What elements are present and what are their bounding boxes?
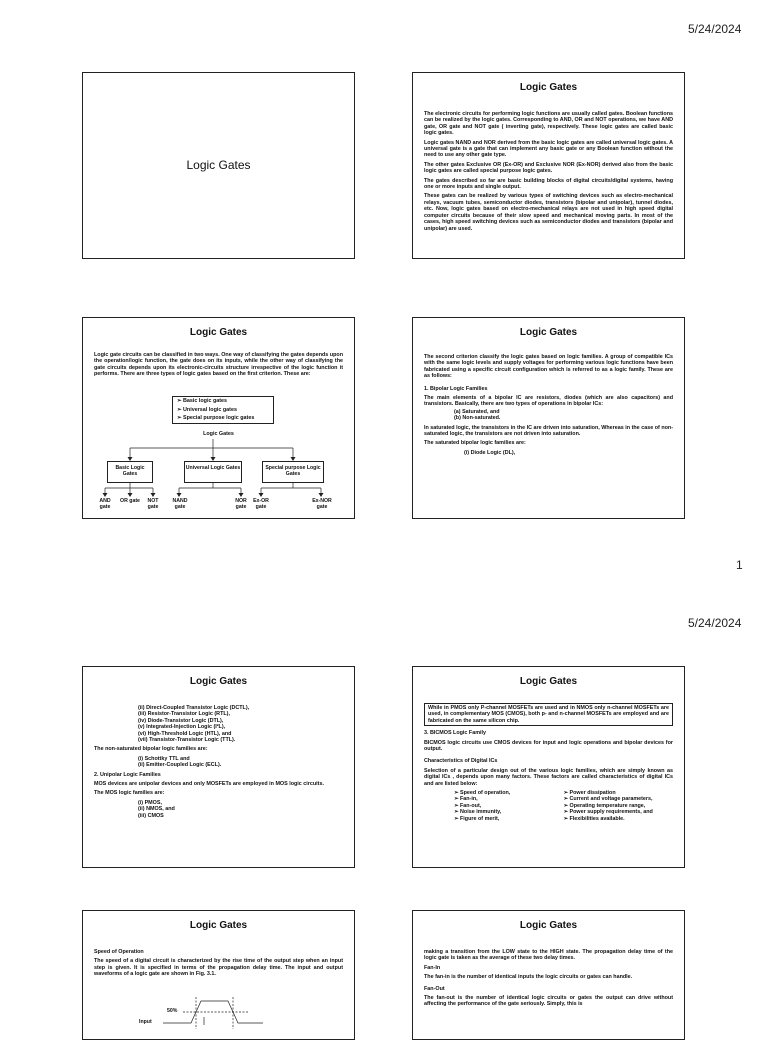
slide-7 bbox=[82, 910, 355, 1040]
paragraph: The speed of a digital circuit is characterized by the rise time of the output step when an input step is given. It is specified in terms of the propagation delay time. The input and output waveforms of a logic gate are shown in Fig. 3.1. bbox=[94, 958, 343, 978]
list-item: (v) Integrated-Injection Logic (I²L), bbox=[138, 724, 226, 731]
section-heading: 3. BICMOS Logic Family bbox=[424, 730, 487, 737]
list-item: (a) Saturated, and bbox=[454, 408, 500, 415]
list-item: (ii) NMOS, and bbox=[138, 806, 175, 813]
list-item: ➢ Operating temperature range, bbox=[563, 802, 646, 809]
slide-6 bbox=[412, 666, 685, 868]
paragraph: In saturated logic, the transistors in the IC are driven into saturation, Whereas in the case of non-saturated logic, the transistors are not driven into saturation. bbox=[424, 424, 673, 438]
slide-4 bbox=[412, 317, 685, 519]
classification-tree bbox=[83, 318, 355, 519]
slide-body bbox=[94, 705, 343, 819]
not-gate-label: NOT gate bbox=[147, 498, 159, 511]
page-date: 5/24/2024 bbox=[688, 22, 742, 36]
basic-gates-box: Basic Logic Gates bbox=[107, 461, 153, 483]
diagram-root: Logic Gates bbox=[203, 431, 234, 437]
slide-heading: Logic Gates bbox=[519, 82, 578, 93]
list-item: (i) Diode Logic (DL), bbox=[464, 449, 516, 456]
exnor-gate-label: Ex-NOR gate bbox=[312, 498, 332, 511]
slide-body bbox=[424, 703, 673, 822]
list-item: (iii) Resistor-Transistor Logic (RTL), bbox=[138, 711, 230, 718]
list-item: (i) PMOS, bbox=[138, 799, 162, 806]
slide-body bbox=[424, 354, 673, 456]
paragraph: The MOS logic families are: bbox=[94, 790, 165, 797]
section-heading: 1. Bipolar Logic Families bbox=[424, 385, 488, 392]
list-item: (i) Schottky TTL and bbox=[138, 755, 190, 762]
slide-8 bbox=[412, 910, 685, 1040]
list-item: (ii) Emitter-Coupled Logic (ECL). bbox=[138, 762, 222, 769]
list-item: (iv) Diode-Transistor Logic (DTL), bbox=[138, 717, 224, 724]
nand-gate-label: NAND gate bbox=[172, 498, 188, 511]
paragraph: The second criterion classify the logic gates based on logic families. A group of compatible ICs with the same logic levels and supply voltages for performing various logic functions have been fabricated using a specific circuit configuration which is referred to as a logic family. These are as follows: bbox=[424, 354, 673, 380]
list-item: (vii) Transistor-Transistor Logic (TTL). bbox=[138, 737, 236, 744]
slide-heading: Logic Gates bbox=[189, 327, 248, 338]
paragraph: MOS devices are unipolar devices and only MOSFETs are employed in MOS logic circuits. bbox=[94, 781, 324, 788]
paragraph: The other gates Exclusive OR (Ex-OR) and Exclusive NOR (Ex-NOR) derived also from the basic logic gates are called special purpose logic gates. bbox=[424, 161, 673, 175]
section-heading: Characteristics of Digital ICs bbox=[424, 758, 498, 765]
exor-gate-label: Ex-OR gate bbox=[253, 498, 269, 511]
list-item: ➢ Basic logic gates bbox=[177, 398, 228, 404]
slide-heading: Logic Gates bbox=[189, 676, 248, 687]
list-item: ➢ Current and voltage parameters, bbox=[563, 796, 653, 803]
mos-note-box: While in PMOS only P-channel MOSFETs are used and in NMOS only n-channel MOSFETs are used, in complementary MOS (CMOS), both p- and n-channel MOSFETs are employed and are fabricated on the same silicon chip. bbox=[424, 703, 673, 726]
list-item: ➢ Universal logic gates bbox=[177, 406, 237, 413]
special-gates-box: Special purpose Logic Gates bbox=[262, 461, 324, 483]
list-item: (vi) High-Threshold Logic (HTL), and bbox=[138, 730, 232, 737]
slide-heading: Logic Gates bbox=[189, 920, 248, 931]
paragraph: The fan-out is the number of identical logic circuits or gates the output can drive without affecting the performance of the gate seriously. Simply, this is bbox=[424, 995, 673, 1008]
paragraph: Logic gates NAND and NOR derived from the basic logic gates are called universal logic gates. A universal gate is a gate that can implement any basic gate or any Boolean function without the need to use any other gate type. bbox=[424, 139, 673, 159]
waveform-figure bbox=[83, 911, 355, 1040]
paragraph: These gates can be realized by various types of switching devices such as electro-mechanical relays, vacuum tubes, semiconductor diodes, transistors (bipolar and unipolar), tunnel diodes, etc. Now, logic gates based on electro-mechanical relays are not used in high speed digital computer circuits because of their slow speed and mechanical moving parts. In most of the cases, high speed switching devices such as semiconductor diodes and transistors (bipolar and unipolar) are used. bbox=[424, 193, 673, 232]
page-number: 1 bbox=[736, 558, 743, 572]
list-item: ➢ Fan-in, bbox=[454, 796, 478, 803]
list-item: ➢ Speed of operation, bbox=[454, 790, 511, 797]
list-item: ➢ Flexibilities available. bbox=[563, 815, 625, 822]
section-heading: 2. Unipolar Logic Families bbox=[94, 771, 161, 778]
characteristics-column bbox=[564, 790, 674, 822]
slide-5 bbox=[82, 666, 355, 868]
paragraph: The gates described so far are basic building blocks of digital circuits/digital systems, having one or more inputs and single output. bbox=[424, 177, 673, 191]
nor-gate-label: NOR gate bbox=[235, 498, 247, 511]
section-heading: Speed of Operation bbox=[94, 949, 144, 955]
page-date: 5/24/2024 bbox=[688, 616, 742, 630]
list-item: ➢ Noise immunity, bbox=[454, 809, 502, 816]
list-item: (b) Non-saturated. bbox=[454, 415, 501, 422]
slide-title-text: Logic Gates bbox=[186, 158, 251, 172]
paragraph: The main elements of a bipolar IC are resistors, diodes (which are also capacitors) and transistors. Basically, there are two types of operations in bipolar ICs: bbox=[424, 395, 673, 408]
list-item: ➢ Fan-out, bbox=[454, 802, 482, 809]
list-item: ➢ Figure of merit, bbox=[454, 815, 500, 822]
slide-heading: Logic Gates bbox=[519, 676, 578, 687]
or-gate-label: OR gate bbox=[120, 498, 140, 504]
paragraph: The saturated bipolar logic families are: bbox=[424, 440, 526, 447]
universal-gates-box: Universal Logic Gates bbox=[184, 461, 242, 483]
slide-heading: Logic Gates bbox=[519, 920, 578, 931]
slide-body bbox=[424, 111, 673, 235]
fig-percent-label: 50% bbox=[167, 1008, 178, 1014]
list-item: (iii) CMOS bbox=[138, 812, 164, 819]
paragraph: The non-saturated bipolar logic families are: bbox=[94, 746, 208, 753]
list-item: ➢ Power supply requirements, and bbox=[563, 809, 653, 816]
slide-3 bbox=[82, 317, 355, 519]
and-gate-label: AND gate bbox=[99, 498, 111, 511]
slide-title bbox=[82, 72, 355, 259]
characteristics-list bbox=[424, 790, 673, 822]
slide-2 bbox=[412, 72, 685, 259]
paragraph: Logic gate circuits can be classified in two ways. One way of classifying the gates depends upon the operation/logic function, the gate does on its inputs, while the other way of classifying the gate circuits depends upon its electronic-circuits structure irrespective of the logic function it performs. There are three types of logic gates based on the first criterion. These are: bbox=[94, 352, 343, 378]
section-heading: Fan-In bbox=[424, 964, 441, 971]
paragraph: Selection of a particular design out of the various logic families, which are simply known as digital ICs , depends upon many factors. These factors are called characteristics of digital ICs and are listed below: bbox=[424, 767, 673, 787]
paragraph: The fan-in is the number of identical inputs the logic circuits or gates can handle. bbox=[424, 974, 633, 981]
paragraph: BICMOS logic circuits use CMOS devices for input and logic operations and bipolar devices for output. bbox=[424, 739, 673, 753]
slide-heading: Logic Gates bbox=[519, 327, 578, 338]
paragraph: The electronic circuits for performing logic functions are usually called gates. Boolean functions can be realized by the logic gates. Corresponding to AND, OR and NOT operations, we have AND gate, OR gate and NOT gate ( inverting gate), respectively. These logic gates are called basic logic gates. bbox=[424, 111, 673, 137]
list-item: (ii) Direct-Coupled Transistor Logic (DCTL), bbox=[138, 705, 250, 711]
fig-input-label: Input bbox=[139, 1019, 152, 1025]
characteristics-column bbox=[454, 790, 564, 822]
section-heading: Fan-Out bbox=[424, 985, 445, 992]
list-item: ➢ Power dissipation bbox=[563, 790, 616, 797]
paragraph: making a transition from the LOW state to the HIGH state. The propagation delay time of the logic gate is taken as the average of these two delay times. bbox=[424, 949, 673, 962]
slide-body bbox=[424, 949, 673, 1011]
list-item: ➢ Special purpose logic gates bbox=[177, 415, 255, 421]
